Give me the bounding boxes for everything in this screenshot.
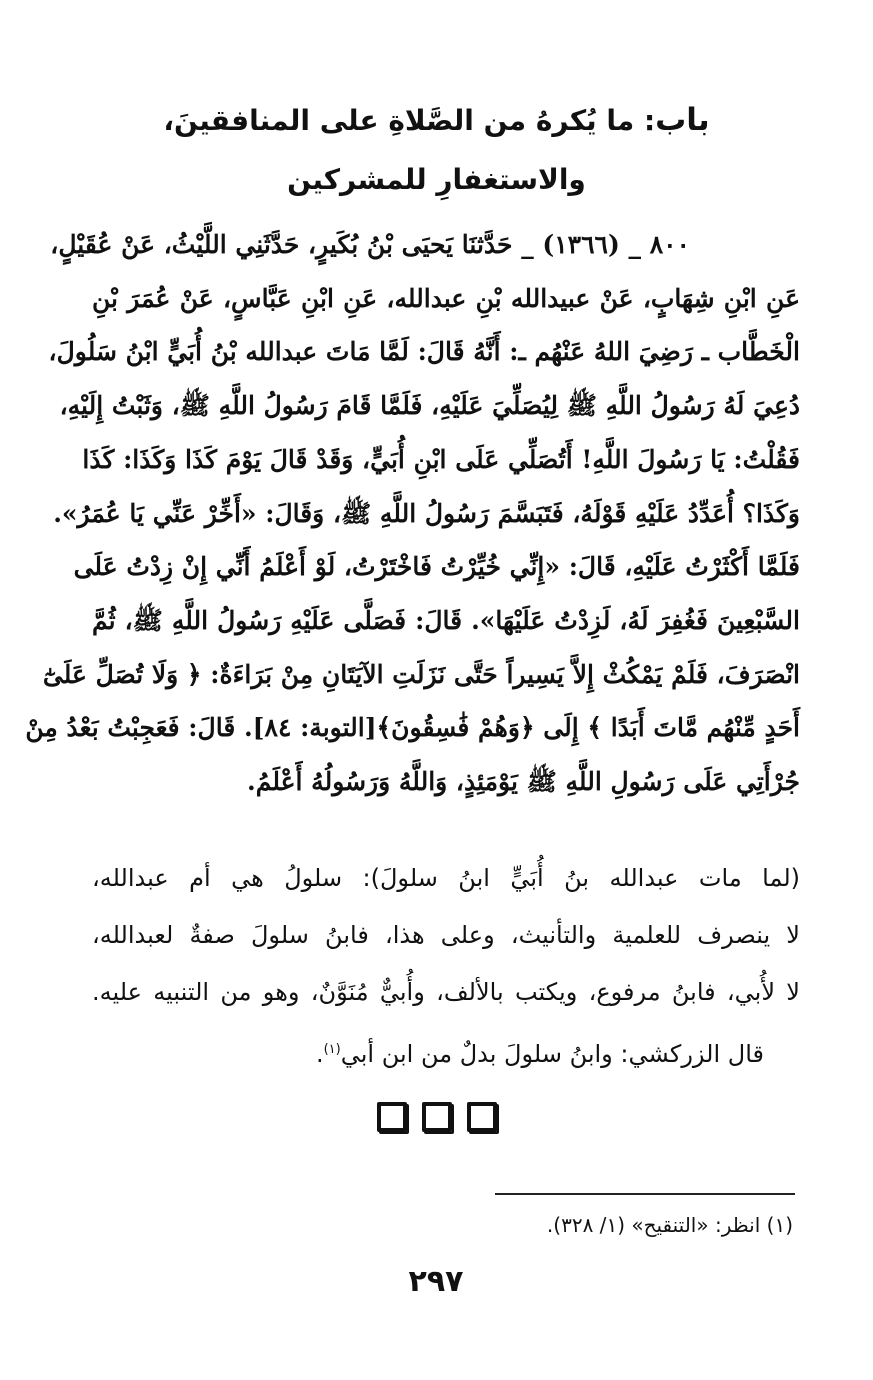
hadith-text: [25, 218, 800, 809]
commentary-line: (لما مات عبدالله بنُ أُبَيٍّ ابنُ سلولَ): سلولُ هي أم عبدالله،: [92, 864, 800, 892]
separator-square-icon: [422, 1102, 452, 1132]
commentary-line: [92, 1021, 800, 1083]
hadith-line: جُرْأَتِي عَلَى رَسُولِ اللَّهِ ﷺ يَوْمَئِذٍ، وَاللَّهُ وَرَسُولُهُ أَعْلَمُ.: [246, 767, 800, 797]
footnote-divider: [495, 1193, 795, 1195]
commentary-line: لا ينصرف للعلمية والتأنيث، وعلى هذا، فابنُ سلولَ صفةٌ لعبدالله،: [92, 921, 800, 949]
section-separator: [377, 1102, 497, 1132]
separator-square-icon: [467, 1102, 497, 1132]
hadith-line: فَلَمَّا أَكْثَرْتُ عَلَيْهِ، قَالَ: «إِنِّي خُيِّرْتُ فَاخْتَرْتُ، لَوْ أَعْلَمُ أَنِّي إِنْ زِدْتُ عَلَى: [73, 552, 800, 582]
commentary-text: [92, 850, 800, 1083]
period: .: [315, 1040, 324, 1068]
commentary-line: لا لأُبي، فابنُ مرفوع، ويكتب بالألف، وأُبيٌّ مُنَوَّنٌ، وهو من التنبيه عليه.: [92, 978, 800, 1006]
hadith-line: السَّبْعِينَ فَغُفِرَ لَهُ، لَزِدْتُ عَلَيْهَا». قَالَ: فَصَلَّى عَلَيْهِ رَسُولُ اللَّهِ ﷺ، ثُمَّ: [92, 605, 800, 635]
footnote-reference[interactable]: (١): [323, 1042, 341, 1057]
chapter-label: باب: [655, 102, 710, 138]
chapter-title-line1: [80, 100, 793, 141]
chapter-title-line2: والاستغفارِ للمشركين: [287, 163, 586, 196]
hadith-line: انْصَرَفَ، فَلَمْ يَمْكُثْ إِلاَّ يَسِيراً حَتَّى نَزَلَتِ الآيَتَانِ مِنْ بَرَاءَةٌ: ﴿ وَلَا تُصَلِّ عَلَىٰٓ: [42, 659, 800, 689]
hadith-line: أَحَدٍ مِّنْهُم مَّاتَ أَبَدًا ﴾ إِلَى ﴿وَهُمْ فَٰسِقُونَ﴾[التوبة: ٨٤]. قَالَ: فَعَجِبْتُ بَعْدُ مِنْ: [25, 713, 800, 743]
hadith-line: الْخَطَّاب ـ رَضِيَ اللهُ عَنْهُم ـ: أَنَّهُ قَالَ: لَمَّا مَاتَ عبدالله بْنُ أُبَيٍّ ابْنُ سَلُولَ،: [48, 337, 800, 367]
chapter-title-text: : ما يُكرهُ من الصَّلاةِ على المنافقينَ،: [163, 104, 656, 137]
footnote: (١) انظر: «التنقيح» (١/ ٣٢٨).: [546, 1213, 793, 1237]
hadith-line: دُعِيَ لَهُ رَسُولُ اللَّهِ ﷺ لِيُصَلِّيَ عَلَيْهِ، فَلَمَّا قَامَ رَسُولُ اللَّهِ ﷺ، وَثَبْتُ إِلَيْهِ،: [59, 391, 800, 421]
hadith-line: ٨٠٠ _ (١٣٦٦) _ حَدَّثنَا يَحيَى بْنُ بُكَيرٍ، حَدَّثَنِي اللَّيْثُ، عَنْ عُقَيْلٍ،: [50, 230, 690, 259]
hadith-line: عَنِ ابْنِ شِهَابٍ، عَنْ عبيدالله بْنِ عبدالله، عَنِ ابْنِ عَبَّاسٍ، عَنْ عُمَرَ بْنِ: [92, 283, 800, 313]
hadith-line: فَقُلْتُ: يَا رَسُولَ اللَّهِ! أَتُصَلِّي عَلَى ابْنِ أُبَيٍّ، وَقَدْ قَالَ يَوْمَ كَذَا وَكَذَا: كَذَا: [82, 444, 800, 474]
separator-square-icon: [377, 1102, 407, 1132]
commentary-quote: قال الزركشي: وابنُ سلولَ بدلٌ من ابن أبي: [340, 1040, 764, 1068]
page-number: ٢٩٧: [408, 1264, 464, 1299]
hadith-line: وَكَذَا؟ أُعَدِّدُ عَلَيْهِ قَوْلَهُ، فَتَبَسَّمَ رَسُولُ اللَّهِ ﷺ، وَقَالَ: «أَخِّرْ عَنِّي يَا عُمَرُ».: [53, 498, 800, 528]
